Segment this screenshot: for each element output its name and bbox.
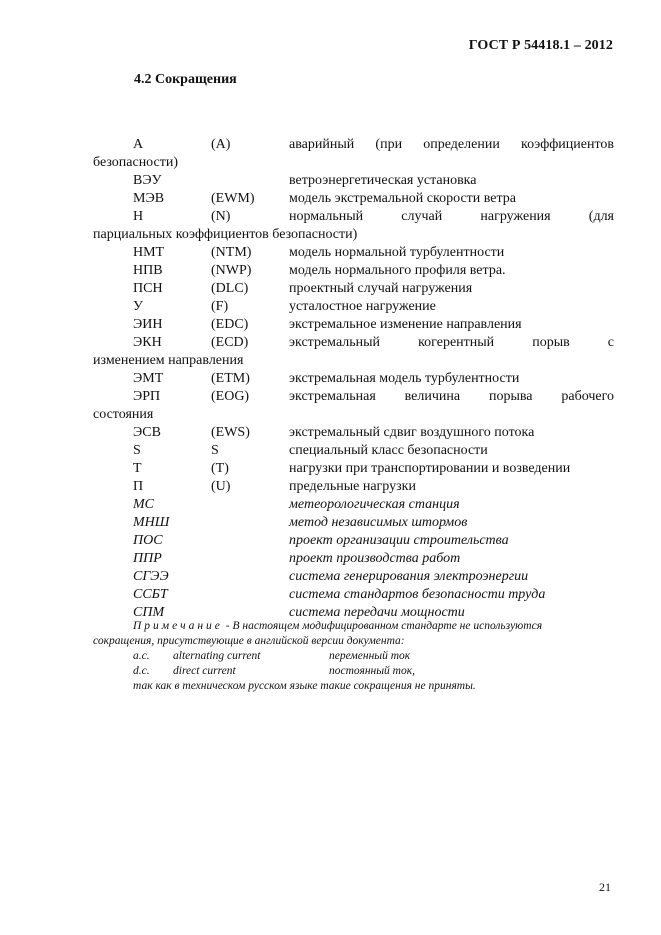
abbreviation-row — [93, 172, 614, 190]
abbreviation-term: У — [133, 299, 143, 314]
abbreviation-definition-continued: безопасности) — [93, 155, 179, 170]
abbreviation-row — [93, 316, 614, 334]
abbreviation-definition: метод независимых штормов — [289, 515, 468, 530]
abbreviation-term: МЭВ — [133, 191, 165, 206]
abbreviation-term: ЭРП — [133, 389, 161, 404]
abbreviation-term: Т — [133, 461, 142, 476]
abbreviation-row — [93, 334, 614, 352]
abbreviation-term: П — [133, 479, 144, 494]
abbreviation-english: (NWP) — [211, 263, 252, 278]
abbreviation-definition: метеорологическая станция — [289, 497, 460, 512]
abbreviation-term: Н — [133, 209, 144, 224]
abbreviation-term: ВЭУ — [133, 173, 162, 188]
note-block — [93, 619, 614, 694]
abbreviation-row — [93, 298, 614, 316]
abbreviation-definition: модель экстремальной скорости ветра — [289, 191, 517, 206]
abbreviation-definition-continued: изменением направления — [93, 353, 244, 368]
abbreviation-row — [93, 460, 614, 478]
abbreviation-definition-continued: парциальных коэффициентов безопасности) — [93, 227, 358, 242]
note-item-russian: постоянный ток, — [329, 665, 415, 677]
section-title: 4.2 Сокращения — [134, 72, 237, 87]
abbreviation-definition: система генерирования электроэнергии — [289, 569, 529, 584]
abbreviation-definition: проект производства работ — [289, 551, 461, 566]
note-item-abbr: a.c. — [133, 650, 150, 662]
abbreviation-row — [93, 244, 614, 262]
abbreviation-row — [93, 442, 614, 460]
abbreviation-row — [93, 568, 614, 586]
abbreviation-row — [93, 496, 614, 514]
note-text-1: - В настоящем модифицированном стандарте не используются — [222, 620, 543, 632]
abbreviation-term: СПМ — [133, 605, 165, 620]
abbreviation-english: (NTM) — [211, 245, 252, 260]
abbreviation-definition: модель нормальной турбулентности — [289, 245, 505, 260]
note-item-english: alternating current — [173, 650, 261, 662]
abbreviation-term: А — [133, 137, 144, 152]
abbreviation-term: ЭСВ — [133, 425, 161, 440]
note-item-russian: переменный ток — [329, 650, 411, 662]
abbreviation-definition: экстремальная величина порыва рабочего — [289, 389, 614, 404]
abbreviation-definition-continued: состояния — [93, 407, 154, 422]
abbreviation-row — [93, 370, 614, 388]
abbreviation-english: (EOG) — [211, 389, 250, 404]
abbreviation-term: ССБТ — [133, 587, 168, 602]
note-item — [93, 664, 614, 679]
page-number: 21 — [599, 880, 611, 894]
abbreviation-row — [93, 388, 614, 406]
abbreviation-definition: система передачи мощности — [289, 605, 465, 620]
abbreviation-row — [93, 586, 614, 604]
abbreviation-definition: нагрузки при транспортировании и возведении — [289, 461, 571, 476]
abbreviation-definition: предельные нагрузки — [289, 479, 416, 494]
abbreviation-term: ЭИН — [133, 317, 163, 332]
note-label: Примечание — [133, 620, 223, 632]
abbreviation-english: (EDC) — [211, 317, 249, 332]
abbreviation-definition: экстремальная модель турбулентности — [289, 371, 520, 386]
document-header: ГОСТ Р 54418.1 – 2012 — [468, 38, 613, 53]
abbreviation-english: (ETM) — [211, 371, 250, 386]
abbreviation-english: (EWM) — [211, 191, 255, 206]
abbreviation-definition: проектный случай нагружения — [289, 281, 473, 296]
note-item-english: direct current — [173, 665, 236, 677]
abbreviation-definition: экстремальный сдвиг воздушного потока — [289, 425, 535, 440]
abbreviation-definition: экстремальный когерентный порыв с — [289, 335, 614, 350]
abbreviation-row — [93, 262, 614, 280]
abbreviation-row — [93, 424, 614, 442]
note-last-line: так как в техническом русском языке такие сокращения не приняты. — [133, 680, 476, 692]
abbreviation-english: (U) — [211, 479, 231, 494]
abbreviation-english: (DLC) — [211, 281, 249, 296]
abbreviation-term: МНШ — [133, 515, 170, 530]
abbreviation-row — [93, 190, 614, 208]
abbreviation-english: (ECD) — [211, 335, 249, 350]
abbreviation-term: МС — [133, 497, 154, 512]
abbreviation-english: (А) — [211, 137, 231, 152]
abbreviation-english: (Т) — [211, 461, 229, 476]
abbreviation-row — [93, 532, 614, 550]
abbreviation-term: ЭМТ — [133, 371, 164, 386]
abbreviation-english: (F) — [211, 299, 229, 314]
abbreviation-definition: ветроэнергетическая установка — [289, 173, 477, 188]
abbreviation-row — [93, 550, 614, 568]
abbreviation-row — [93, 514, 614, 532]
abbreviation-definition: система стандартов безопасности труда — [289, 587, 546, 602]
note-item-abbr: d.c. — [133, 665, 150, 677]
abbreviation-term: ПСН — [133, 281, 163, 296]
note-first-line — [93, 619, 614, 634]
abbreviation-term: НПВ — [133, 263, 163, 278]
abbreviation-row — [93, 208, 614, 226]
abbreviation-definition: специальный класс безопасности — [289, 443, 488, 458]
abbreviation-term: S — [133, 443, 141, 458]
abbreviation-definition: модель нормального профиля ветра. — [289, 263, 506, 278]
abbreviation-definition: нормальный случай нагружения (для — [289, 209, 614, 224]
abbreviation-definition: экстремальное изменение направления — [289, 317, 522, 332]
abbreviation-term: ЭКН — [133, 335, 162, 350]
note-text-2: сокращения, присутствующие в английской версии документа: — [93, 635, 405, 647]
abbreviation-definition: усталостное нагружение — [289, 299, 436, 314]
abbreviation-term: НМТ — [133, 245, 165, 260]
abbreviation-definition: аварийный (при определении коэффициентов — [289, 137, 614, 152]
abbreviation-row — [93, 280, 614, 298]
abbreviation-list — [93, 136, 614, 622]
abbreviation-english: S — [211, 443, 219, 458]
abbreviation-term: ПОС — [133, 533, 163, 548]
abbreviation-english: (EWS) — [211, 425, 250, 440]
abbreviation-english: (N) — [211, 209, 231, 224]
abbreviation-row — [93, 136, 614, 154]
abbreviation-term: СГЭЭ — [133, 569, 169, 584]
note-item — [93, 649, 614, 664]
abbreviation-definition: проект организации строительства — [289, 533, 509, 548]
abbreviation-row — [93, 478, 614, 496]
abbreviation-term: ППР — [133, 551, 162, 566]
